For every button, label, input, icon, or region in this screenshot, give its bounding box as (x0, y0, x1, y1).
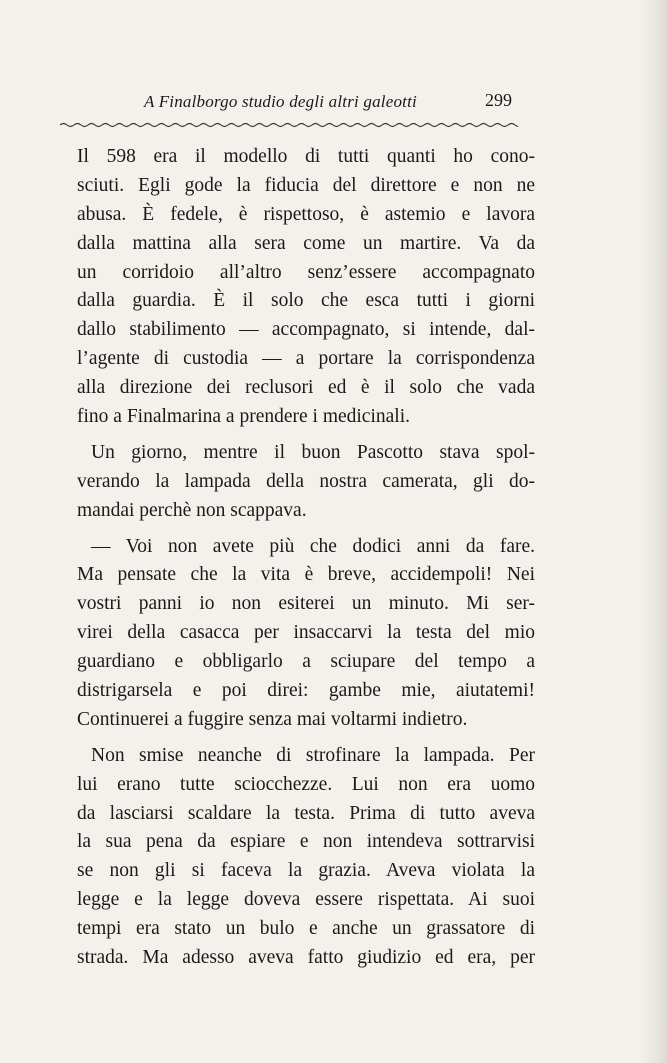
paragraph-3 (77, 533, 535, 735)
text-line: da lasciarsi scaldare la testa. Prima di tutto aveva (77, 802, 535, 824)
text-line: l’agente di custodia — a portare la corrispondenza (77, 348, 535, 370)
text-line: — Voi non avete più che dodici anni da fare. (91, 535, 535, 557)
text-line: dalla guardia. È il solo che esca tutti i giorni (77, 290, 535, 312)
text-line: la sua pena da espiare e non intendeva sottrarvisi (77, 831, 535, 853)
page-edge-shadow (639, 0, 667, 1063)
text-line: legge e la legge doveva essere rispettata. Ai suoi (77, 889, 535, 911)
text-line: alla direzione dei reclusori ed è il solo che vada (77, 377, 535, 399)
text-line: sciuti. Egli gode la fiducia del direttore e non ne (77, 174, 535, 196)
text-line: dalla mattina alla sera come un martire. Va da (77, 232, 535, 254)
text-line: verando la lampada della nostra camerata, gli do- (77, 470, 535, 492)
text-line: fino a Finalmarina a prendere i medicinali. (77, 406, 410, 428)
text-line: mandai perchè non scappava. (77, 499, 307, 521)
text-line: virei della casacca per insaccarvi la testa del mio (77, 622, 535, 644)
text-line: lui erano tutte sciocchezze. Lui non era uomo (77, 773, 535, 795)
text-line: Non smise neanche di strofinare la lampada. Per (91, 744, 535, 766)
text-line: distrigarsela e poi direi: gambe mie, aiutatemi! (77, 680, 535, 702)
paragraph-1 (77, 143, 535, 432)
text-line: vostri panni io non esiterei un minuto. Mi ser- (77, 593, 535, 615)
text-line: tempi era stato un bulo e anche un grassatore di (77, 918, 535, 940)
text-line: Continuerei a fuggire senza mai voltarmi indietro. (77, 708, 468, 730)
body-text (77, 143, 535, 973)
text-line: Ma pensate che la vita è breve, accidempoli! Nei (77, 564, 535, 586)
text-line: un corridoio all’altro senz’essere accompagnato (77, 261, 535, 283)
text-line: dallo stabilimento — accompagnato, si intende, dal- (77, 319, 535, 341)
wavy-rule-path (60, 124, 518, 127)
paragraph-4 (77, 742, 535, 973)
page-number: 299 (485, 90, 512, 110)
text-line: abusa. È fedele, è rispettoso, è astemio e lavora (77, 203, 535, 225)
text-line: Un giorno, mentre il buon Pascotto stava spol- (91, 441, 535, 463)
wavy-rule-ornament (60, 118, 518, 132)
paragraph-2 (77, 439, 535, 526)
running-title: A Finalborgo studio degli altri galeotti (144, 92, 417, 111)
text-line: se non gli si faceva la grazia. Aveva violata la (77, 860, 535, 882)
text-line: guardiano e obbligarlo a sciupare del tempo a (77, 651, 535, 673)
text-line: Il 598 era il modello di tutti quanti ho cono- (77, 146, 535, 167)
text-line: strada. Ma adesso aveva fatto giudizio ed era, per (77, 947, 535, 969)
